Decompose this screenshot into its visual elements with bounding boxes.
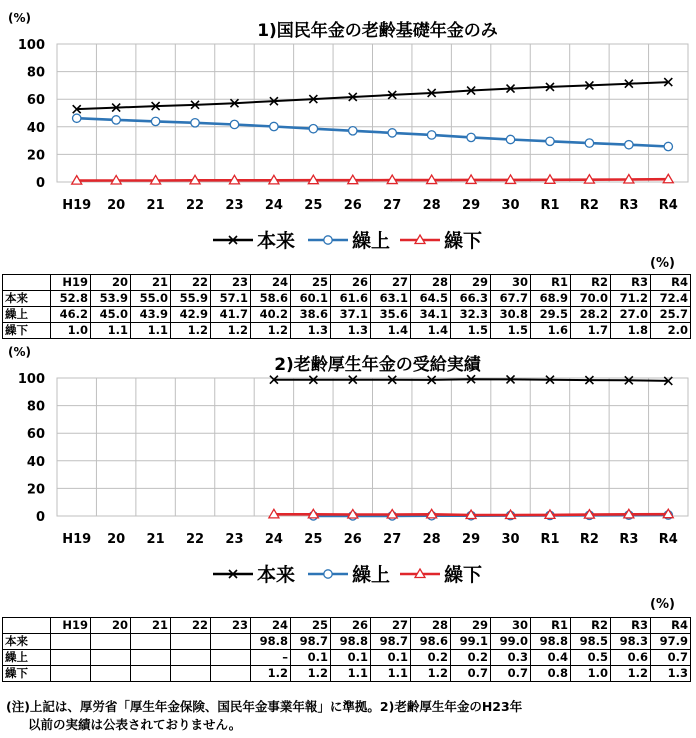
row-label: 繰上 — [3, 307, 51, 323]
x-tick-label: 28 — [422, 532, 441, 547]
legend-label: 繰下 — [444, 564, 483, 586]
table-row — [3, 291, 691, 307]
table-cell: 0.1 — [291, 650, 331, 666]
table-cell — [51, 634, 91, 650]
table-header: 20 — [91, 618, 131, 634]
table-cell: 1.6 — [531, 323, 571, 339]
y-tick-label: 100 — [17, 38, 45, 53]
table-cell: 32.3 — [451, 307, 491, 323]
table-header: 30 — [491, 618, 531, 634]
table-cell: 55.9 — [171, 291, 211, 307]
table-header: 25 — [291, 618, 331, 634]
table-cell: 0.2 — [411, 650, 451, 666]
table-header: 21 — [131, 618, 171, 634]
table-cell: 45.0 — [91, 307, 131, 323]
x-tick-label: 27 — [383, 198, 402, 213]
x-tick-label: 29 — [462, 532, 481, 547]
table-national-pension — [2, 274, 691, 339]
table-header: 23 — [211, 618, 251, 634]
series-line — [77, 179, 669, 180]
x-tick-label: 30 — [501, 198, 520, 213]
table-cell: 98.7 — [291, 634, 331, 650]
x-tick-label: 29 — [462, 198, 481, 213]
y-tick-label: 40 — [26, 120, 45, 136]
table-cell: 30.8 — [491, 307, 531, 323]
table-cell: 98.3 — [611, 634, 651, 650]
table-cell: 98.8 — [531, 634, 571, 650]
table-cell: 64.5 — [411, 291, 451, 307]
table-cell: 66.3 — [451, 291, 491, 307]
data-point — [309, 125, 317, 133]
table-cell: 1.3 — [291, 323, 331, 339]
table-cell: 67.7 — [491, 291, 531, 307]
table-cell: 35.6 — [371, 307, 411, 323]
table-cell: 1.2 — [411, 666, 451, 682]
x-tick-label: 27 — [383, 532, 402, 547]
row-label: 繰上 — [3, 650, 51, 666]
table-cell: 1.3 — [331, 323, 371, 339]
table-cell: 1.1 — [331, 666, 371, 682]
x-tick-label: 28 — [422, 198, 441, 213]
table-cell: 0.8 — [531, 666, 571, 682]
table-header: R1 — [531, 275, 571, 291]
legend-label: 本来 — [257, 564, 296, 586]
table-corner — [3, 618, 51, 634]
x-tick-label: 21 — [146, 198, 165, 213]
chart-title: 2)老齢厚生年金の受給実績 — [274, 355, 481, 375]
x-tick-label: 26 — [343, 532, 362, 547]
table-header: 29 — [451, 618, 491, 634]
table-cell: 1.8 — [611, 323, 651, 339]
table-cell: 0.1 — [331, 650, 371, 666]
table-cell: 42.9 — [171, 307, 211, 323]
table-employee-pension — [2, 617, 691, 682]
table-cell — [51, 650, 91, 666]
table-cell — [131, 634, 171, 650]
data-point — [230, 120, 238, 128]
x-tick-label: R2 — [579, 532, 599, 547]
table-cell: 1.2 — [291, 666, 331, 682]
series-1 — [270, 375, 672, 385]
table-header: R2 — [571, 618, 611, 634]
data-point — [625, 141, 633, 149]
table-header: R3 — [611, 275, 651, 291]
table-header: 23 — [211, 275, 251, 291]
table-cell: 0.7 — [491, 666, 531, 682]
table-cell: 98.5 — [571, 634, 611, 650]
table-header: 24 — [251, 275, 291, 291]
table-cell: 0.7 — [451, 666, 491, 682]
table-cell: 1.3 — [651, 666, 691, 682]
table-cell: 99.1 — [451, 634, 491, 650]
data-point — [664, 142, 672, 150]
table-header: R4 — [651, 275, 691, 291]
table-row — [3, 650, 691, 666]
table-cell: 0.4 — [531, 650, 571, 666]
table-cell: 53.9 — [91, 291, 131, 307]
x-tick-label: H19 — [62, 532, 92, 547]
legend-marker — [324, 236, 332, 244]
table-cell — [171, 634, 211, 650]
table-cell — [91, 666, 131, 682]
table-cell: 40.2 — [251, 307, 291, 323]
table-header: H19 — [51, 618, 91, 634]
table-cell: 58.6 — [251, 291, 291, 307]
x-tick-label: R4 — [658, 198, 678, 213]
table-cell: 1.5 — [451, 323, 491, 339]
x-tick-label: 20 — [107, 198, 126, 213]
chart-national-pension — [0, 0, 696, 262]
data-point — [73, 114, 81, 122]
table-cell: 1.2 — [171, 323, 211, 339]
table-cell: 2.0 — [651, 323, 691, 339]
data-point — [506, 135, 514, 143]
table-cell: 98.8 — [331, 634, 371, 650]
table-cell: 98.6 — [411, 634, 451, 650]
x-tick-label: 25 — [304, 198, 323, 213]
table-cell: 1.2 — [611, 666, 651, 682]
table-corner — [3, 275, 51, 291]
table-cell: 1.4 — [371, 323, 411, 339]
data-point — [151, 117, 159, 125]
table-cell: 1.1 — [131, 323, 171, 339]
x-tick-label: R3 — [619, 198, 639, 213]
table-header: R4 — [651, 618, 691, 634]
table-header: 27 — [371, 275, 411, 291]
table-cell — [51, 666, 91, 682]
table-cell: 1.4 — [411, 323, 451, 339]
table-cell: 72.4 — [651, 291, 691, 307]
table-cell: 1.5 — [491, 323, 531, 339]
y-tick-label: 80 — [26, 65, 45, 81]
table2-unit: (%) — [650, 597, 675, 612]
x-tick-label: 20 — [107, 532, 126, 547]
table-cell: 34.1 — [411, 307, 451, 323]
x-tick-label: 22 — [185, 198, 205, 213]
data-point — [388, 129, 396, 137]
data-point — [427, 131, 435, 139]
x-tick-label: R4 — [658, 532, 678, 547]
table-header: R3 — [611, 618, 651, 634]
row-label: 繰下 — [3, 666, 51, 682]
legend-label: 繰下 — [444, 230, 483, 252]
y-tick-label: 80 — [26, 399, 45, 415]
table-cell — [91, 634, 131, 650]
table-cell: 0.5 — [571, 650, 611, 666]
chart-title: 1)国民年金の老齢基礎年金のみ — [257, 21, 498, 41]
table-cell — [91, 650, 131, 666]
legend-label: 繰上 — [352, 230, 391, 252]
data-point — [467, 133, 475, 141]
table-cell — [211, 650, 251, 666]
table-cell — [131, 650, 171, 666]
y-tick-label: 20 — [26, 148, 45, 164]
chart-employee-pension — [0, 334, 696, 596]
y-tick-label: 60 — [26, 93, 45, 109]
table-header: 20 — [91, 275, 131, 291]
table-cell: 38.6 — [291, 307, 331, 323]
footnote-line2: 以前の実績は公表されておりません。 — [28, 717, 242, 732]
data-point — [585, 139, 593, 147]
x-tick-label: 22 — [185, 532, 205, 547]
table-cell: 1.0 — [571, 666, 611, 682]
table-cell: 46.2 — [51, 307, 91, 323]
legend-label: 繰上 — [352, 564, 391, 586]
x-tick-label: R1 — [540, 198, 560, 213]
table-cell: 1.0 — [51, 323, 91, 339]
table-cell: 37.1 — [331, 307, 371, 323]
table-header: 28 — [411, 618, 451, 634]
x-tick-label: R3 — [619, 532, 639, 547]
x-tick-label: 30 — [501, 532, 520, 547]
table-cell: 28.2 — [571, 307, 611, 323]
table-cell — [171, 650, 211, 666]
table-cell: 41.7 — [211, 307, 251, 323]
legend-marker — [324, 570, 332, 578]
y-tick-label: 0 — [35, 510, 45, 525]
table-cell: 61.6 — [331, 291, 371, 307]
table-cell: 0.2 — [451, 650, 491, 666]
table-cell: 70.0 — [571, 291, 611, 307]
table-header: 27 — [371, 618, 411, 634]
x-tick-label: 25 — [304, 532, 323, 547]
data-point — [349, 127, 357, 135]
y-axis-unit: (%) — [8, 345, 31, 359]
table-header: 26 — [331, 618, 371, 634]
table-header: 26 — [331, 275, 371, 291]
table-cell: 98.7 — [371, 634, 411, 650]
row-label: 本来 — [3, 634, 51, 650]
table-header: 21 — [131, 275, 171, 291]
table-cell: 25.7 — [651, 307, 691, 323]
table-cell: 97.9 — [651, 634, 691, 650]
table-cell: 0.3 — [491, 650, 531, 666]
x-tick-label: 23 — [225, 198, 244, 213]
table1-unit: (%) — [650, 256, 675, 271]
table-header: 30 — [491, 275, 531, 291]
table-cell: 57.1 — [211, 291, 251, 307]
table-cell: 98.8 — [251, 634, 291, 650]
y-tick-label: 40 — [26, 454, 45, 470]
table-header: 29 — [451, 275, 491, 291]
x-tick-label: R2 — [579, 198, 599, 213]
table-cell: 52.8 — [51, 291, 91, 307]
table-header: 28 — [411, 275, 451, 291]
y-tick-label: 60 — [26, 427, 45, 443]
table-cell — [131, 666, 171, 682]
x-tick-label: 23 — [225, 532, 244, 547]
table-row — [3, 666, 691, 682]
y-tick-label: 100 — [17, 372, 45, 387]
table-header: 22 — [171, 275, 211, 291]
table-cell — [211, 666, 251, 682]
y-tick-label: 0 — [35, 176, 45, 191]
x-tick-label: 24 — [264, 198, 283, 213]
row-label: 繰下 — [3, 323, 51, 339]
table-cell: 55.0 — [131, 291, 171, 307]
table-cell — [211, 634, 251, 650]
table-cell: 1.2 — [251, 323, 291, 339]
table-header: 22 — [171, 618, 211, 634]
table-row — [3, 307, 691, 323]
y-tick-label: 20 — [26, 482, 45, 498]
table-header: R1 — [531, 618, 571, 634]
table-cell: 27.0 — [611, 307, 651, 323]
x-tick-label: 26 — [343, 198, 362, 213]
footnote — [6, 698, 690, 734]
x-tick-label: R1 — [540, 532, 560, 547]
table-cell — [171, 666, 211, 682]
table-cell: 43.9 — [131, 307, 171, 323]
table-cell: 1.7 — [571, 323, 611, 339]
table-cell: 68.9 — [531, 291, 571, 307]
table-header: R2 — [571, 275, 611, 291]
data-point — [112, 116, 120, 124]
table-cell: 99.0 — [491, 634, 531, 650]
y-axis-unit: (%) — [8, 11, 31, 25]
table-cell: 0.6 — [611, 650, 651, 666]
data-point — [546, 137, 554, 145]
x-tick-label: H19 — [62, 198, 92, 213]
table-header: 24 — [251, 618, 291, 634]
table-cell: 1.1 — [91, 323, 131, 339]
data-point — [191, 119, 199, 127]
table-cell: – — [251, 650, 291, 666]
table-row — [3, 634, 691, 650]
row-label: 本来 — [3, 291, 51, 307]
table-cell: 60.1 — [291, 291, 331, 307]
data-point — [270, 122, 278, 130]
table-header: 25 — [291, 275, 331, 291]
table-cell: 0.7 — [651, 650, 691, 666]
table-cell: 29.5 — [531, 307, 571, 323]
table-cell: 63.1 — [371, 291, 411, 307]
table-header: H19 — [51, 275, 91, 291]
legend-label: 本来 — [257, 230, 296, 252]
table-cell: 1.1 — [371, 666, 411, 682]
table-cell: 0.1 — [371, 650, 411, 666]
footnote-line1: (注)上記は、厚労省「厚生年金保険、国民年金事業年報」に準拠。2)老齢厚生年金のH23年 — [6, 699, 523, 714]
table-cell: 1.2 — [251, 666, 291, 682]
table-cell: 71.2 — [611, 291, 651, 307]
x-tick-label: 21 — [146, 532, 165, 547]
x-tick-label: 24 — [264, 532, 283, 547]
table-cell: 1.2 — [211, 323, 251, 339]
